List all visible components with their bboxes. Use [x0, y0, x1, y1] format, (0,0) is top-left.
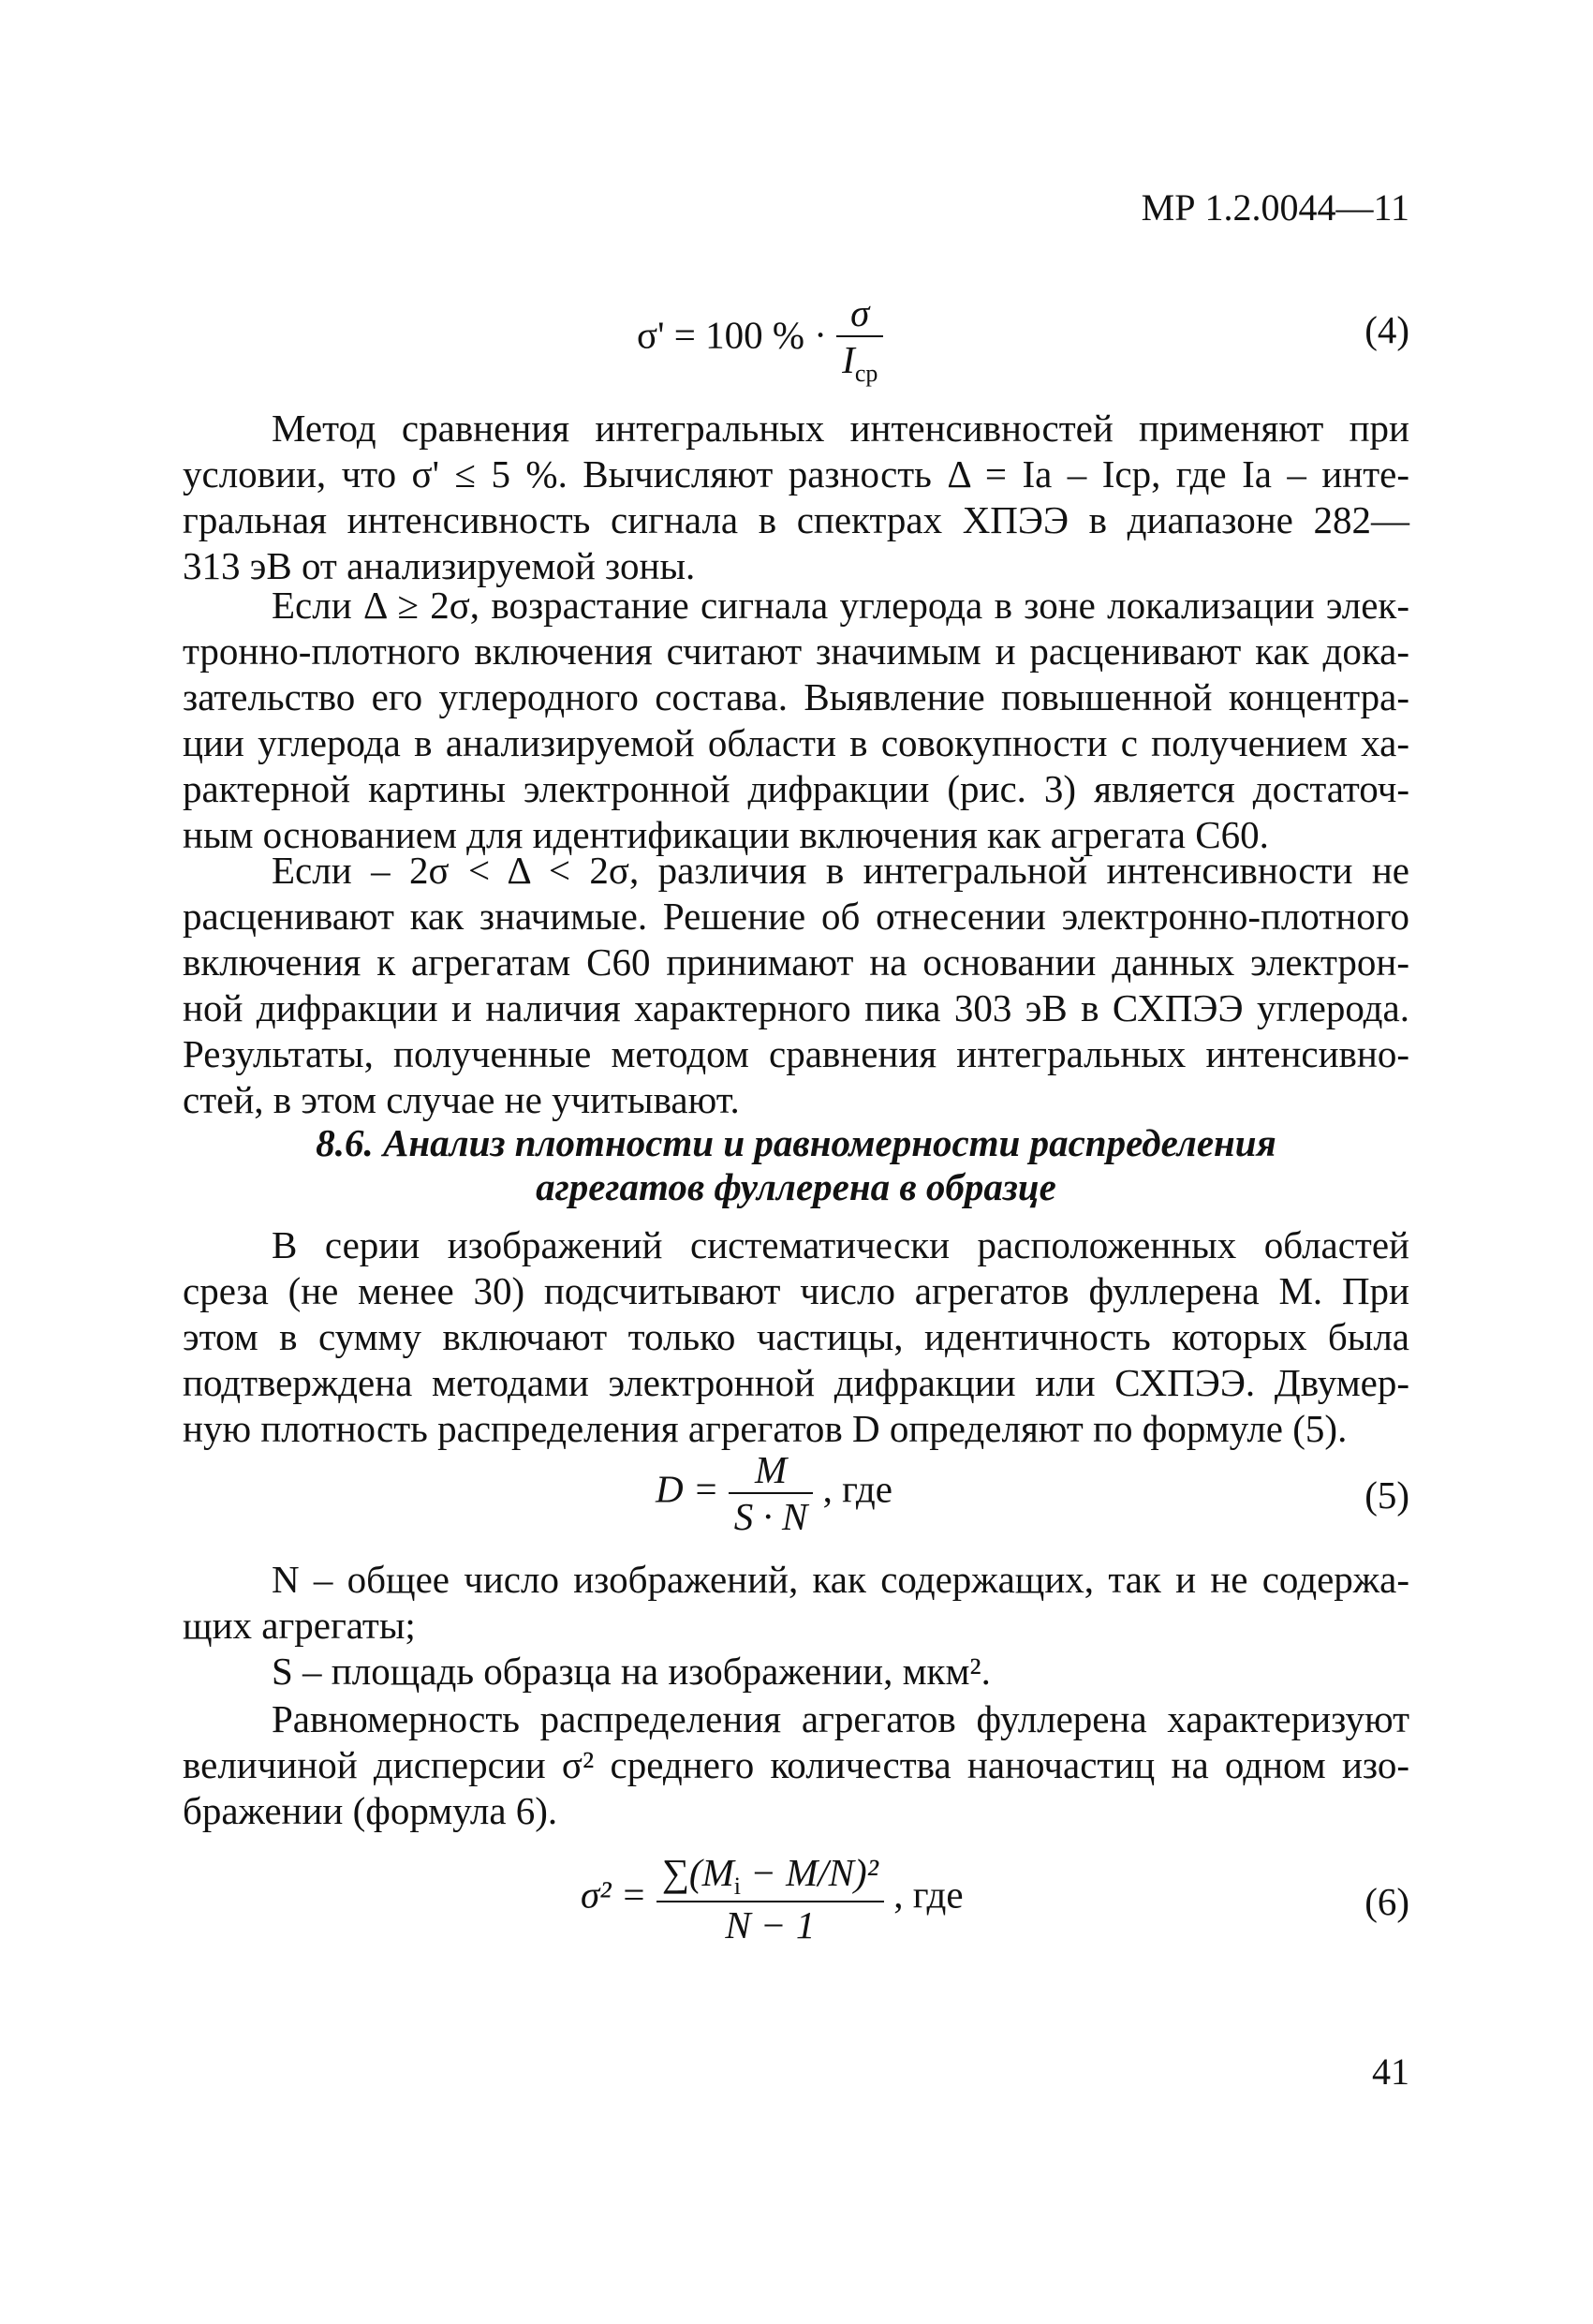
formula-4-denominator-sub: ср	[854, 360, 878, 388]
section-heading	[183, 1121, 1409, 1209]
formula-5-fraction	[729, 1447, 814, 1539]
paragraph-6	[183, 1649, 1409, 1695]
text-line: Метод сравнения интегральных интенсивностей применяют при	[272, 407, 1409, 450]
text-line: рактерной картины электронной дифракции (рис. 3) является достаточ-	[183, 767, 1409, 810]
formula-4-fraction	[836, 290, 883, 388]
text-line: подтверждена методами электронной дифракции или СХПЭЭ. Двумер-	[183, 1361, 1409, 1404]
text-line: стей, в этом случае не учитывают.	[183, 1078, 740, 1121]
formula-5-suffix: , где	[822, 1467, 892, 1511]
paragraph-1	[183, 406, 1409, 589]
formula-4-lhs: σ' = 100 % ·	[637, 313, 827, 357]
text-line: 313 эВ от анализируемой зоны.	[183, 544, 696, 587]
formula-5-lhs: D =	[656, 1467, 719, 1511]
formula-6-numerator: ∑(M	[661, 1851, 734, 1894]
paragraph-7	[183, 1696, 1409, 1834]
formula-6-suffix: , где	[893, 1873, 964, 1917]
text-line: зательство его углеродного состава. Выявление повышенной концентра-	[183, 675, 1409, 718]
text-line: расценивают как значимые. Решение об отнесении электронно-плотного	[183, 895, 1409, 938]
text-line: Если Δ ≥ 2σ, возрастание сигнала углерода в зоне локализации элек-	[272, 584, 1409, 627]
formula-6-fraction	[656, 1850, 884, 1947]
text-line: N – общее число изображений, как содержащих, так и не содержа-	[272, 1558, 1409, 1601]
text-line: ным основанием для идентификации включения как агрегата С60.	[183, 813, 1269, 856]
text-line: ции углерода в анализируемой области в совокупности с получением ха-	[183, 721, 1409, 764]
formula-6	[581, 1850, 964, 1947]
text-line: ной дифракции и наличия характерного пика 303 эВ в СХПЭЭ углерода.	[183, 986, 1409, 1029]
text-line: ную плотность распределения агрегатов D определяют по формуле (5).	[183, 1407, 1348, 1450]
text-line: Если – 2σ < Δ < 2σ, различия в интегральной интенсивности не	[272, 849, 1409, 892]
text-line: величиной дисперсии σ² среднего количества наночастиц на одном изо-	[183, 1743, 1409, 1786]
formula-4-denominator: I	[842, 338, 855, 381]
text-line: включения к агрегатам С60 принимают на основании данных электрон-	[183, 940, 1409, 984]
text-line: В серии изображений систематически расположенных областей	[272, 1223, 1409, 1266]
text-line: этом в сумму включают только частицы, идентичность которых была	[183, 1315, 1409, 1358]
formula-6-lhs: σ² =	[581, 1873, 647, 1917]
equation-number-6: (6)	[1364, 1880, 1409, 1923]
text-line: бражении (формула 6).	[183, 1789, 558, 1832]
text-line: тронно-плотного включения считают значимым и расценивают как дока-	[183, 629, 1409, 673]
text-line: гральная интенсивность сигнала в спектрах ХПЭЭ в диапазоне 282—	[183, 498, 1409, 541]
text-line: среза (не менее 30) подсчитывают число агрегатов фуллерена M. При	[183, 1269, 1409, 1312]
text-line: щих агрегаты;	[183, 1604, 416, 1647]
formula-6-numerator-sub: i	[733, 1873, 741, 1901]
page-number: 41	[1372, 2050, 1409, 2093]
formula-4-numerator: σ	[850, 291, 870, 334]
document-code: МР 1.2.0044—11	[1141, 186, 1409, 229]
equation-number-4: (4)	[1364, 308, 1409, 351]
formula-5-denominator: S · N	[733, 1495, 808, 1538]
section-heading-line-2: агрегатов фуллерена в образце	[536, 1165, 1056, 1208]
text-line: S – площадь образца на изображении, мкм².	[272, 1650, 991, 1693]
section-heading-line-1: 8.6. Анализ плотности и равномерности распределения	[316, 1121, 1276, 1164]
paragraph-5	[183, 1557, 1409, 1649]
paragraph-4	[183, 1222, 1409, 1452]
text-line: Результаты, полученные методом сравнения интегральных интенсивно-	[183, 1032, 1409, 1075]
formula-4	[637, 290, 883, 388]
paragraph-3	[183, 848, 1409, 1123]
equation-number-5: (5)	[1364, 1473, 1409, 1517]
formula-6-numerator-rest: − M/N)²	[740, 1851, 878, 1894]
paragraph-2	[183, 583, 1409, 858]
text-line: условии, что σ' ≤ 5 %. Вычисляют разность Δ = Iа – Iср, где Iа – инте-	[183, 452, 1409, 496]
formula-5-numerator: M	[755, 1448, 788, 1491]
formula-5	[656, 1447, 892, 1539]
formula-6-denominator: N − 1	[725, 1903, 816, 1947]
text-line: Равномерность распределения агрегатов фуллерена характеризуют	[272, 1697, 1409, 1740]
